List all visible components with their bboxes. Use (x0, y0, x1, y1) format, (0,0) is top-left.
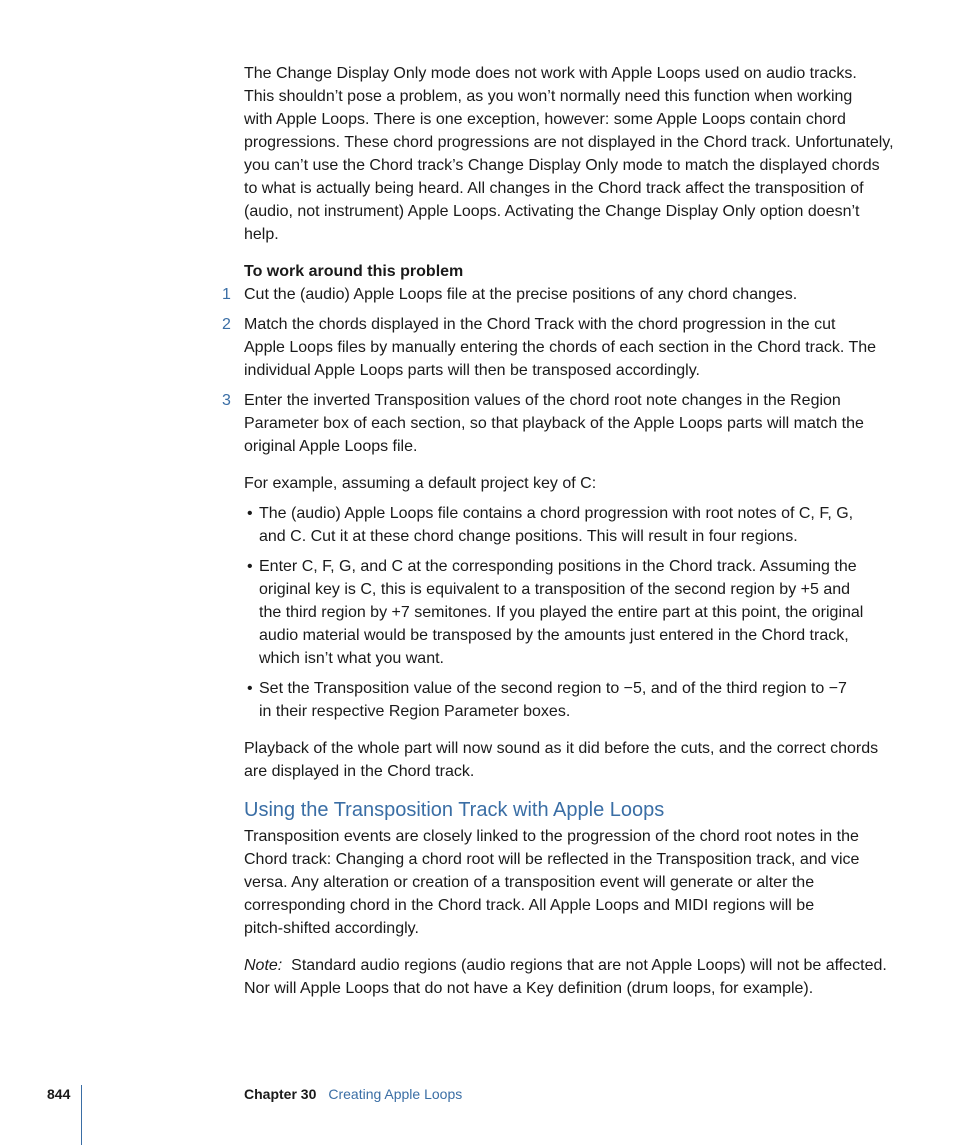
step-number: 3 (222, 392, 231, 409)
section-heading: Using the Transposition Track with Apple Loops (244, 799, 665, 821)
note-label: Note: (244, 957, 283, 974)
note-line: Nor will Apple Loops that do not have a Key definition (drum loops, for example). (244, 980, 814, 997)
text-line: Apple Loops files by manually entering the chords of each section in the Chord track. The (244, 339, 877, 356)
bullet-item (247, 502, 854, 548)
step-number: 2 (222, 316, 231, 333)
text-line: Parameter box of each section, so that playback of the Apple Loops parts will match the (244, 415, 864, 432)
paragraph (244, 62, 894, 246)
text-line: and C. Cut it at these chord change positions. This will result in four regions. (259, 528, 798, 545)
paragraph (244, 472, 596, 495)
text-line: original Apple Loops file. (244, 438, 418, 455)
text-line: in their respective Region Parameter boxes. (259, 703, 571, 720)
text-line: The Change Display Only mode does not work with Apple Loops used on audio tracks. (244, 65, 857, 82)
text-line: which isn’t what you want. (259, 650, 444, 667)
text-line: original key is C, this is equivalent to a transposition of the second region by +5 and (259, 581, 851, 598)
numbered-step (222, 283, 798, 306)
text-line: The (audio) Apple Loops file contains a chord progression with root notes of C, F, G, (259, 505, 854, 522)
procedure-heading (244, 260, 463, 283)
text-line: Chord track: Changing a chord root will be reflected in the Transposition track, and vice (244, 851, 860, 868)
text-line: corresponding chord in the Chord track. All Apple Loops and MIDI regions will be (244, 897, 815, 914)
text-line: with Apple Loops. There is one exception, however: some Apple Loops contain chord (244, 111, 846, 128)
text-line: Set the Transposition value of the second region to −5, and of the third region to −7 (259, 680, 847, 697)
text-line: progressions. These chord progressions are not displayed in the Chord track. Unfortunately, (244, 134, 894, 151)
text-line: individual Apple Loops parts will then be transposed accordingly. (244, 362, 700, 379)
note-line: Standard audio regions (audio regions that are not Apple Loops) will not be affected. (282, 957, 887, 974)
paragraph (244, 737, 878, 783)
text-line: Transposition events are closely linked to the progression of the chord root notes in the (244, 828, 859, 845)
text-line: help. (244, 226, 279, 243)
text-line: Enter the inverted Transposition values of the chord root note changes in the Region (244, 392, 841, 409)
text-line: (audio, not instrument) Apple Loops. Activating the Change Display Only option doesn’t (244, 203, 860, 220)
step-number: 1 (222, 286, 231, 303)
text-line: Cut the (audio) Apple Loops file at the precise positions of any chord changes. (244, 286, 798, 303)
chapter-number: Chapter 30 (244, 1086, 317, 1102)
bullet-marker: • (247, 558, 253, 575)
bullet-marker: • (247, 505, 253, 522)
chapter-footer (244, 1086, 462, 1102)
text-line: This shouldn’t pose a problem, as you won’t normally need this function when working (244, 88, 853, 105)
text-line: Match the chords displayed in the Chord Track with the chord progression in the cut (244, 316, 836, 333)
text-line: the third region by +7 semitones. If you played the entire part at this point, the original (259, 604, 864, 621)
text-line: are displayed in the Chord track. (244, 763, 475, 780)
text-line: audio material would be transposed by the amounts just entered in the Chord track, (259, 627, 849, 644)
text-line: Playback of the whole part will now sound as it did before the cuts, and the correct chords (244, 740, 879, 757)
text-line: versa. Any alteration or creation of a transposition event will generate or alter the (244, 874, 815, 891)
footer-divider (81, 1085, 82, 1145)
text-line: you can’t use the Chord track’s Change Display Only mode to match the displayed chords (244, 157, 880, 174)
page-number: 844 (47, 1086, 71, 1102)
numbered-step (222, 313, 877, 382)
text-line: Enter C, F, G, and C at the corresponding positions in the Chord track. Assuming the (259, 558, 857, 575)
note-paragraph (244, 954, 887, 1000)
paragraph (244, 825, 859, 940)
bullet-marker: • (247, 680, 253, 697)
text-line: To work around this problem (244, 263, 464, 280)
numbered-step (222, 389, 864, 458)
bullet-item (247, 555, 864, 670)
text-line: to what is actually being heard. All changes in the Chord track affect the transposition of (244, 180, 864, 197)
text-line: For example, assuming a default project key of C: (244, 475, 597, 492)
text-line: pitch-shifted accordingly. (244, 920, 419, 937)
chapter-title-link[interactable]: Creating Apple Loops (328, 1086, 463, 1102)
bullet-item (247, 677, 847, 723)
